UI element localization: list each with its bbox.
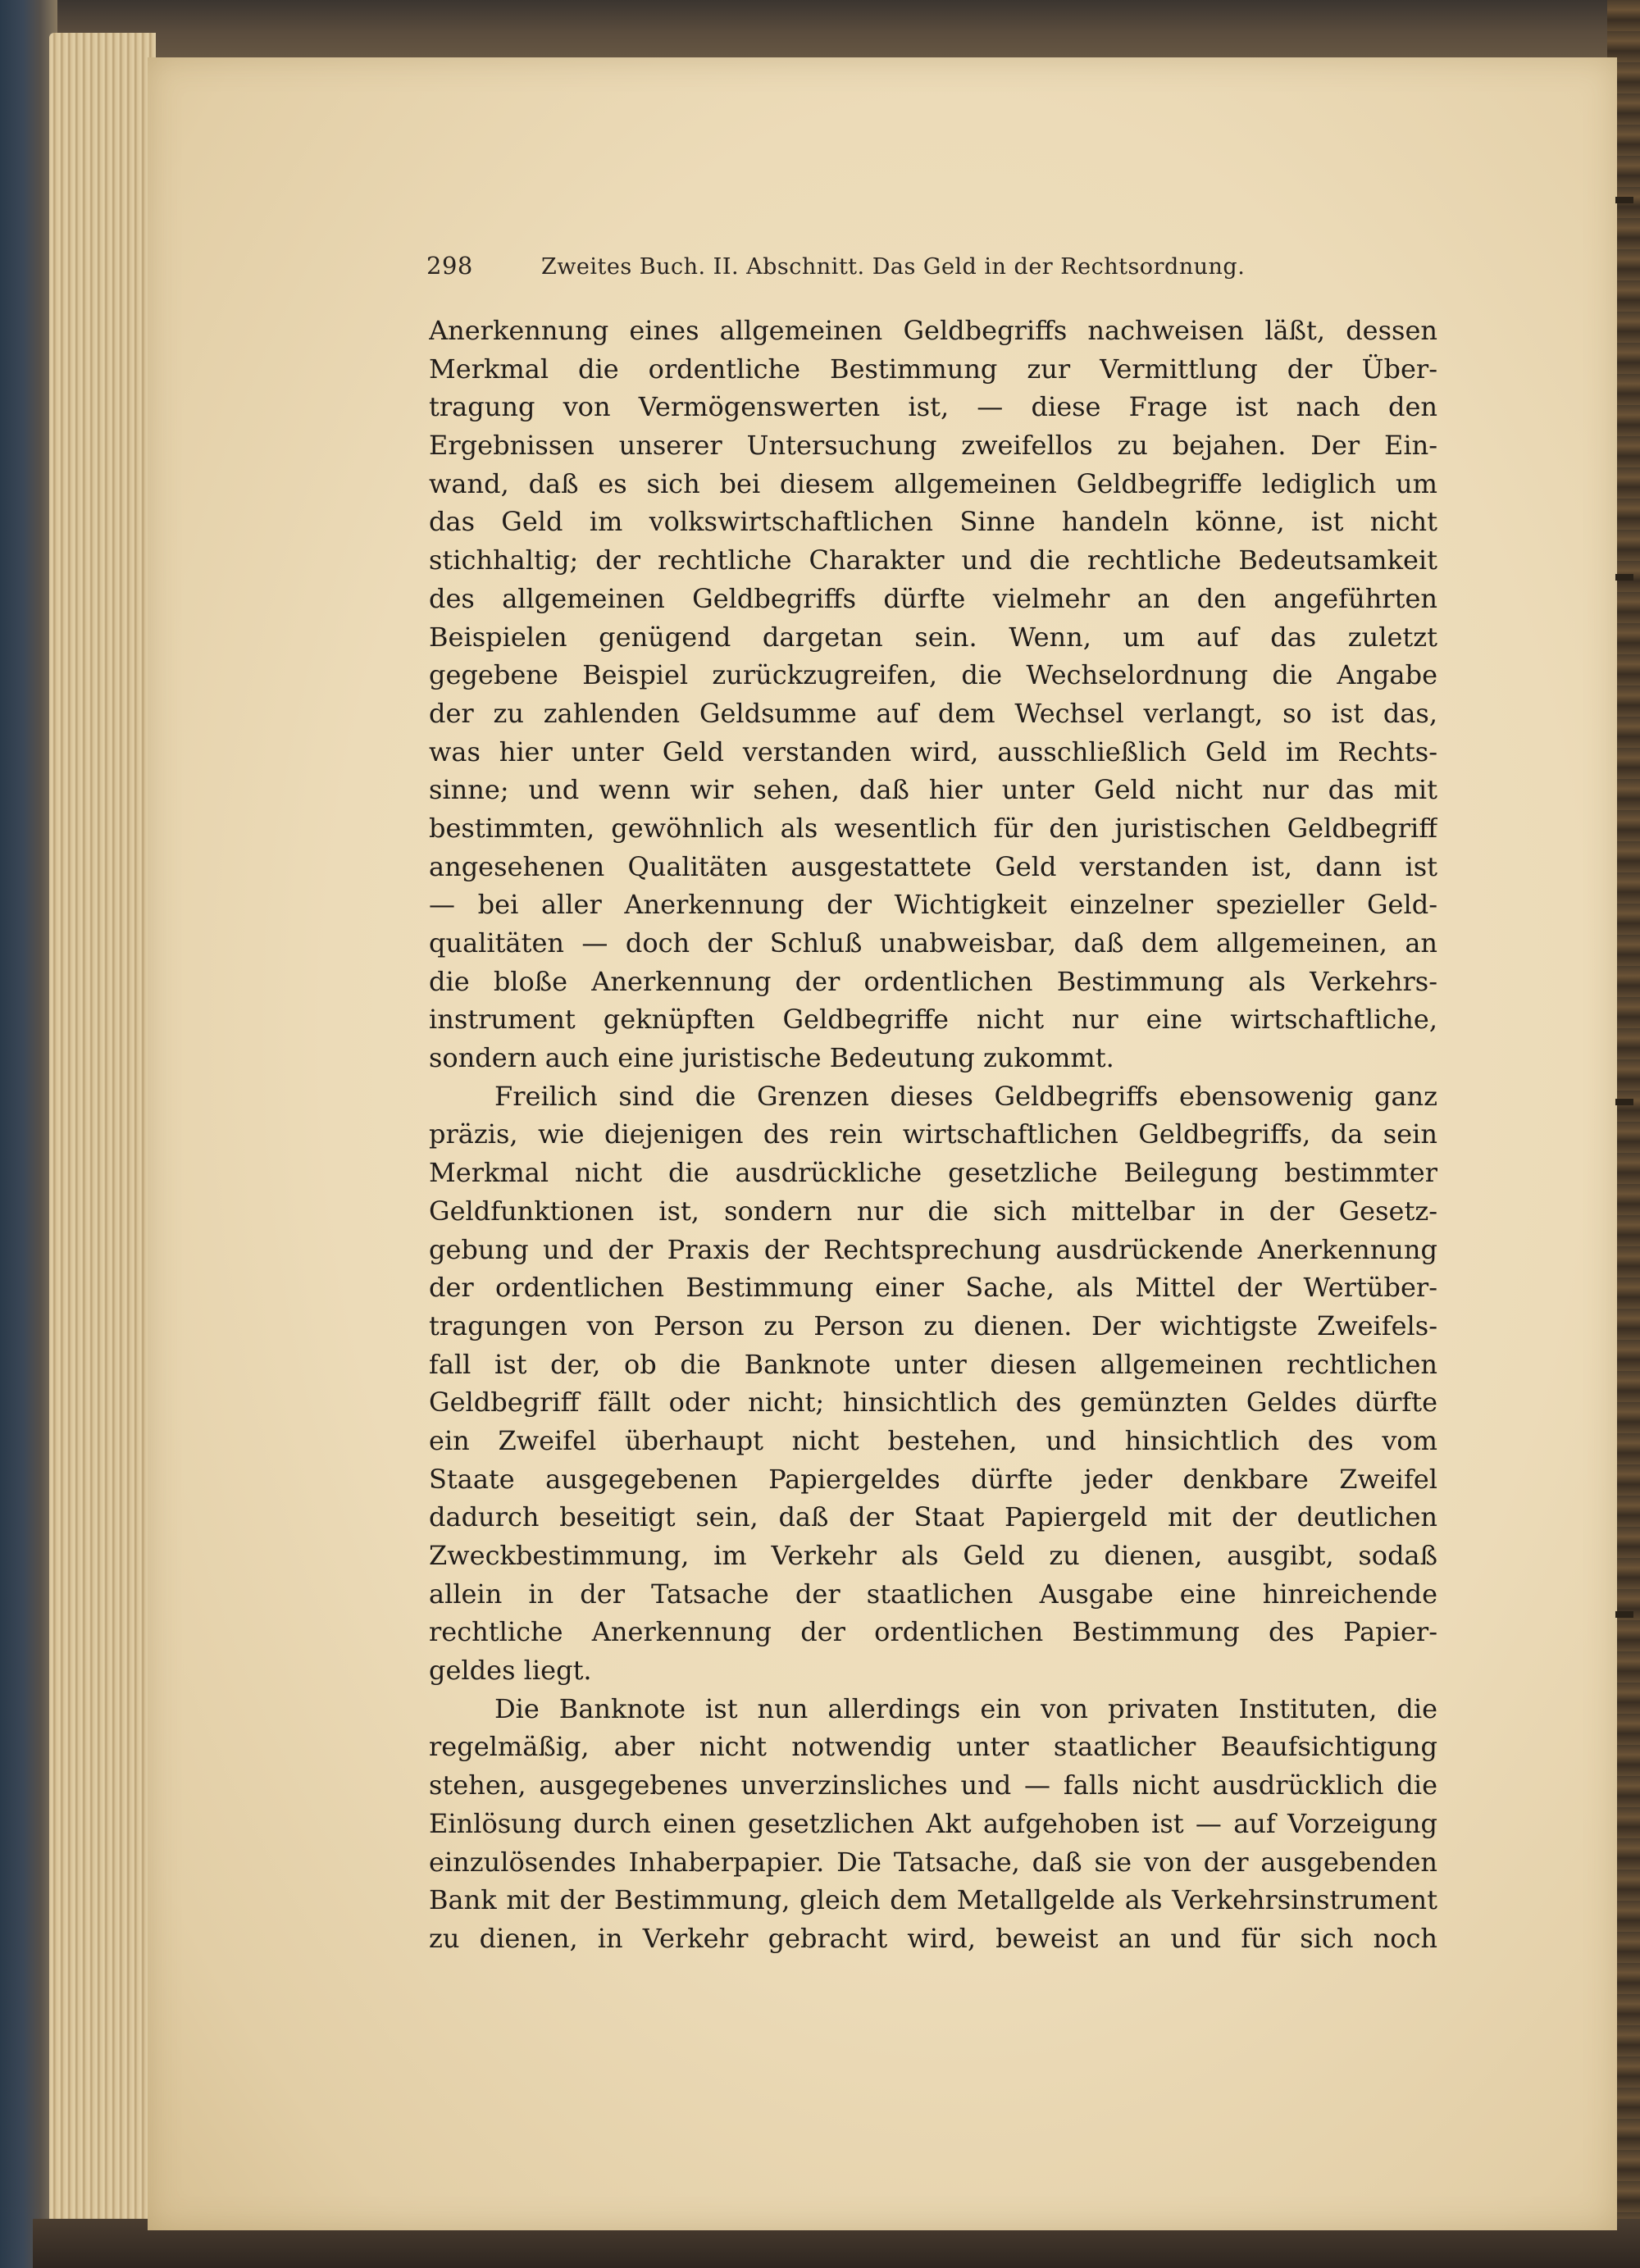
- text-line: Beispielen genügend dargetan sein. Wenn, um auf das zuletzt: [429, 621, 1437, 653]
- text-line: geldes liegt.: [429, 1655, 592, 1687]
- text-line: Staate ausgegebenen Papiergeldes dürfte jeder denkbare Zweifel: [429, 1463, 1437, 1495]
- text-line: einzulösendes Inhaberpapier. Die Tatsache, daß sie von der ausgebenden: [429, 1846, 1437, 1878]
- text-line: tragungen von Person zu Person zu dienen. Der wichtigste Zweifels-: [429, 1309, 1437, 1341]
- text-line: sinne; und wenn wir sehen, daß hier unter Geld nicht nur das mit: [429, 774, 1437, 806]
- text-line: Ergebnissen unserer Untersuchung zweifellos zu bejahen. Der Ein-: [429, 430, 1437, 462]
- text-line: ein Zweifel überhaupt nicht bestehen, und hinsichtlich des vom: [429, 1424, 1437, 1456]
- text-line: Anerkennung eines allgemeinen Geldbegriffs nachweisen läßt, dessen: [429, 315, 1437, 346]
- top-book-edge: [33, 0, 1640, 66]
- text-line: angesehenen Qualitäten ausgestattete Geld verstanden ist, dann ist: [429, 850, 1437, 882]
- text-line: tragung von Vermögenswerten ist, — diese Frage ist nach den: [429, 391, 1437, 423]
- text-line: bestimmten, gewöhnlich als wesentlich für den juristischen Geldbegriff: [429, 812, 1437, 844]
- text-line: gebung und der Praxis der Rechtsprechung ausdrückende Anerkennung: [429, 1233, 1437, 1265]
- text-line: das Geld im volkswirtschaftlichen Sinne handeln könne, ist nicht: [429, 506, 1437, 538]
- binding-tab: [1615, 574, 1633, 581]
- running-header: [426, 252, 1341, 285]
- text-line: Geldbegriff fällt oder nicht; hinsichtlich des gemünzten Geldes dürfte: [429, 1387, 1437, 1419]
- text-line: — bei aller Anerkennung der Wichtigkeit einzelner spezieller Geld-: [429, 889, 1437, 921]
- text-line: Bank mit der Bestimmung, gleich dem Metallgelde als Verkehrsinstrument: [429, 1884, 1437, 1916]
- text-line: wand, daß es sich bei diesem allgemeinen Geldbegriffe lediglich um: [429, 467, 1437, 499]
- text-line: stichhaltig; der rechtliche Charakter und die rechtliche Bedeutsamkeit: [429, 544, 1437, 576]
- text-line: die bloße Anerkennung der ordentlichen Bestimmung als Verkehrs-: [429, 965, 1437, 997]
- text-line: gegebene Beispiel zurückzugreifen, die Wechselordnung die Angabe: [429, 659, 1437, 691]
- binding-tab: [1615, 197, 1633, 203]
- text-line: stehen, ausgegebenes unverzinsliches und — falls nicht ausdrücklich die: [429, 1769, 1437, 1801]
- text-line: Zweckbestimmung, im Verkehr als Geld zu dienen, ausgibt, sodaß: [429, 1540, 1437, 1571]
- text-line: Freilich sind die Grenzen dieses Geldbegriffs ebensowenig ganz: [494, 1080, 1437, 1112]
- text-line: Einlösung durch einen gesetzlichen Akt aufgehoben ist — auf Vorzeigung: [429, 1807, 1437, 1839]
- text-line: sondern auch eine juristische Bedeutung zukommt.: [429, 1042, 1114, 1074]
- text-line: dadurch beseitigt sein, daß der Staat Papiergeld mit der deutlichen: [429, 1501, 1437, 1533]
- text-line: der ordentlichen Bestimmung einer Sache, als Mittel der Wertüber-: [429, 1272, 1437, 1304]
- body-text: [429, 312, 1437, 1958]
- text-line: Merkmal nicht die ausdrückliche gesetzliche Beilegung bestimmter: [429, 1157, 1437, 1189]
- text-line: instrument geknüpften Geldbegriffe nicht nur eine wirtschaftliche,: [429, 1004, 1437, 1036]
- text-line: Merkmal die ordentliche Bestimmung zur Vermittlung der Über-: [429, 353, 1437, 385]
- text-line: präzis, wie diejenigen des rein wirtschaftlichen Geldbegriffs, da sein: [429, 1118, 1437, 1150]
- page-number: 298: [426, 252, 473, 280]
- text-line: zu dienen, in Verkehr gebracht wird, beweist an und für sich noch: [429, 1922, 1437, 1954]
- binding-tab: [1615, 1099, 1633, 1105]
- text-line: regelmäßig, aber nicht notwendig unter staatlicher Beaufsichtigung: [429, 1731, 1437, 1763]
- text-line: allein in der Tatsache der staatlichen Ausgabe eine hinreichende: [429, 1578, 1437, 1610]
- text-line: Geldfunktionen ist, sondern nur die sich mittelbar in der Gesetz-: [429, 1195, 1437, 1227]
- stacked-page-edges: [49, 33, 156, 2230]
- text-line: was hier unter Geld verstanden wird, ausschließlich Geld im Rechts-: [429, 736, 1437, 767]
- running-title: Zweites Buch. II. Abschnitt. Das Geld in der Rechtsordnung.: [541, 254, 1246, 280]
- text-line: fall ist der, ob die Banknote unter diesen allgemeinen rechtlichen: [429, 1348, 1437, 1380]
- text-line: des allgemeinen Geldbegriffs dürfte vielmehr an den angeführten: [429, 582, 1437, 614]
- text-line: rechtliche Anerkennung der ordentlichen Bestimmung des Papier-: [429, 1616, 1437, 1648]
- binding-tab: [1615, 1611, 1633, 1618]
- text-line: der zu zahlenden Geldsumme auf dem Wechsel verlangt, so ist das,: [429, 697, 1437, 729]
- text-line: Die Banknote ist nun allerdings ein von privaten Instituten, die: [494, 1692, 1437, 1724]
- text-line: qualitäten — doch der Schluß unabweisbar, daß dem allgemeinen, an: [429, 927, 1437, 959]
